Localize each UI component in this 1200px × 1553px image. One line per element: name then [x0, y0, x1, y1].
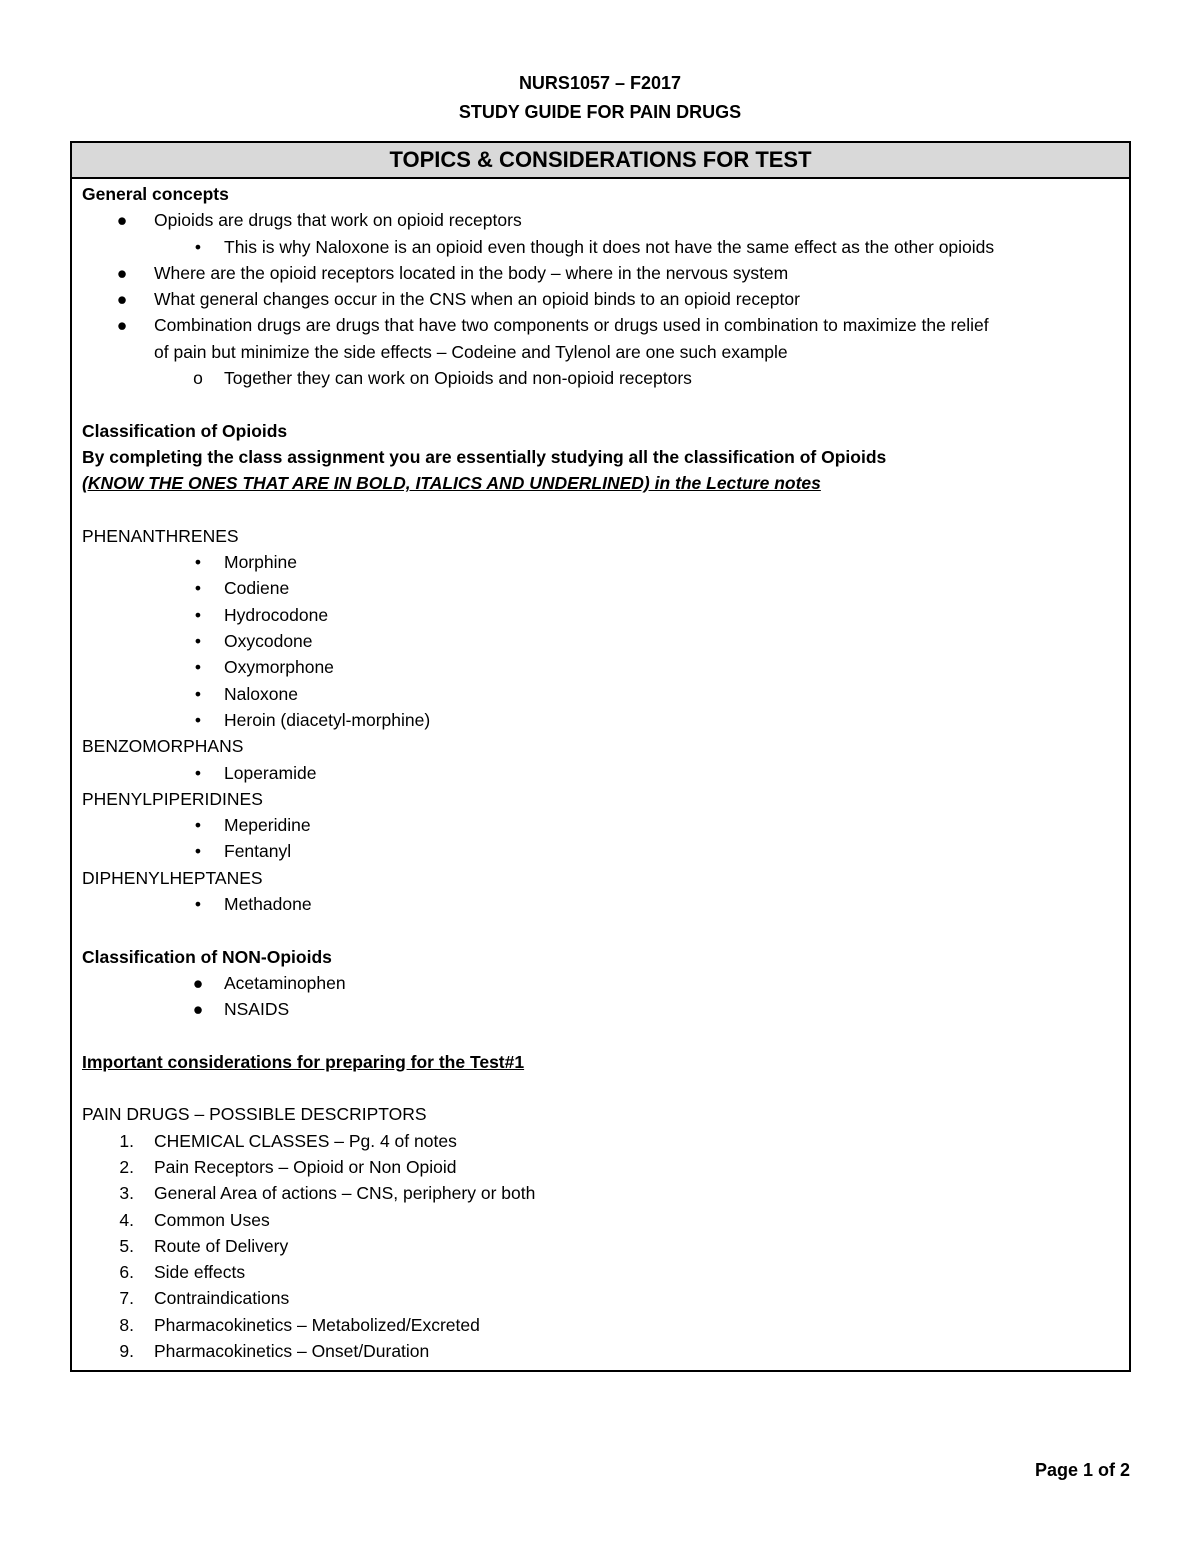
bullet-icon: •	[194, 683, 202, 704]
bullet-icon: •	[194, 552, 202, 573]
list-item-continuation: of pain but minimize the side effects – Codeine and Tylenol are one such example	[154, 341, 788, 362]
bullet-icon: •	[194, 578, 202, 599]
group-name: PHENANTHRENES	[82, 525, 239, 546]
numbered-item: 5. Route of Delivery	[119, 1235, 289, 1256]
drug-item: • Hydrocodone	[82, 602, 1119, 628]
bullet-icon: •	[194, 894, 202, 915]
list-item: • This is why Naloxone is an opioid even though it does not have the same effect as the other opioids	[82, 234, 1119, 260]
classification-italic-note: (KNOW THE ONES THAT ARE IN BOLD, ITALICS AND UNDERLINED) in the Lecture notes	[82, 473, 821, 494]
list-item: ● Where are the opioid receptors located in the body – where in the nervous system	[82, 260, 1119, 286]
bullet-icon: ●	[116, 210, 128, 231]
document-title: STUDY GUIDE FOR PAIN DRUGS	[458, 102, 742, 122]
bullet-icon: •	[194, 657, 202, 678]
numbered-item: 2. Pain Receptors – Opioid or Non Opioid	[119, 1156, 457, 1177]
general-concepts-heading: General concepts	[82, 184, 229, 204]
numbered-item: 4. Common Uses	[119, 1209, 270, 1230]
drug-item: ● NSAIDS	[82, 996, 1119, 1022]
group-name: DIPHENYLHEPTANES	[82, 867, 263, 888]
bullet-icon: ●	[116, 289, 128, 310]
bullet-icon: •	[194, 236, 202, 257]
drug-item: • Fentanyl	[82, 838, 1119, 864]
topics-box	[70, 141, 1131, 1372]
numbered-item: 1. CHEMICAL CLASSES – Pg. 4 of notes	[119, 1130, 457, 1151]
bullet-icon: •	[194, 709, 202, 730]
drug-item: • Oxymorphone	[82, 654, 1119, 680]
drug-item: • Meperidine	[82, 812, 1119, 838]
bullet-icon: •	[194, 604, 202, 625]
drug-item: • Heroin (diacetyl-morphine)	[82, 707, 1119, 733]
group-name: PHENYLPIPERIDINES	[82, 788, 263, 809]
drug-item: • Morphine	[82, 549, 1119, 575]
course-code-heading: NURS1057 – F2017	[518, 73, 682, 93]
classification-heading: Classification of Opioids	[82, 420, 288, 441]
topics-box-heading: TOPICS & CONSIDERATIONS FOR TEST	[72, 143, 1129, 179]
bullet-icon: •	[194, 841, 202, 862]
bullet-icon: ●	[192, 999, 204, 1020]
bullet-icon: •	[194, 815, 202, 836]
drug-item: • Methadone	[82, 891, 1119, 917]
bullet-icon: ●	[116, 262, 128, 283]
list-item: ● What general changes occur in the CNS when an opioid binds to an opioid receptor	[82, 286, 1119, 312]
list-item: o Together they can work on Opioids and non-opioid receptors	[82, 365, 1119, 391]
list-item: ● Opioids are drugs that work on opioid receptors	[82, 207, 1119, 233]
bullet-icon: ●	[116, 315, 128, 336]
drug-item: • Codiene	[82, 575, 1119, 601]
non-opioids-heading: Classification of NON-Opioids	[82, 946, 332, 967]
considerations-heading: Important considerations for preparing for the Test#1	[82, 1051, 525, 1072]
drug-item: • Naloxone	[82, 681, 1119, 707]
drug-item: ● Acetaminophen	[82, 970, 1119, 996]
circle-bullet-icon: o	[193, 368, 203, 389]
numbered-item: 9. Pharmacokinetics – Onset/Duration	[119, 1341, 430, 1362]
topics-content	[82, 181, 1119, 1364]
bullet-icon: ●	[192, 972, 204, 993]
list-item: ● Combination drugs are drugs that have two components or drugs used in combination to maximize the relief	[82, 312, 1119, 338]
drug-item: • Oxycodone	[82, 628, 1119, 654]
numbered-item: 7. Contraindications	[119, 1288, 290, 1309]
numbered-item: 3. General Area of actions – CNS, periphery or both	[119, 1183, 536, 1204]
bullet-icon: •	[194, 631, 202, 652]
classification-note: By completing the class assignment you are essentially studying all the classification of Opioids	[82, 446, 887, 467]
numbered-item: 8. Pharmacokinetics – Metabolized/Excreted	[119, 1314, 480, 1335]
group-name: BENZOMORPHANS	[82, 736, 244, 757]
numbered-item: 6. Side effects	[119, 1262, 246, 1283]
bullet-icon: •	[194, 762, 202, 783]
page-number: Page 1 of 2	[1034, 1460, 1130, 1480]
drug-item: • Loperamide	[82, 760, 1119, 786]
descriptors-subheading: PAIN DRUGS – POSSIBLE DESCRIPTORS	[82, 1104, 427, 1125]
